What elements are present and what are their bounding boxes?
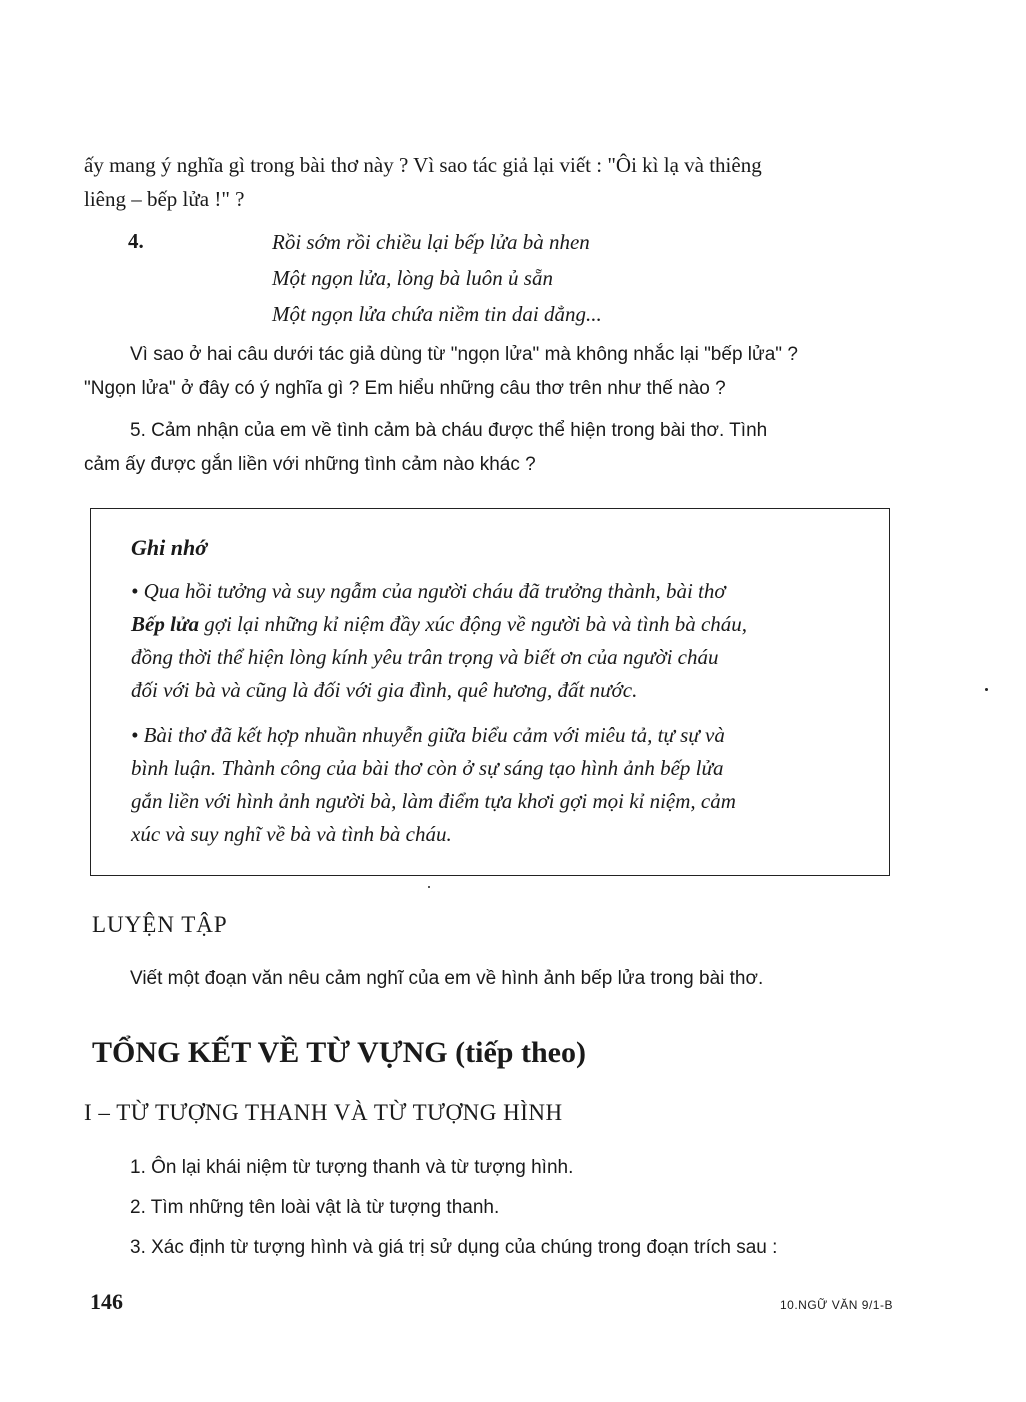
poem-line: Rồi sớm rồi chiều lại bếp lửa bà nhen (272, 230, 590, 254)
question-4-text (84, 338, 894, 406)
poem-excerpt (272, 224, 792, 332)
exercise-list (84, 1148, 894, 1268)
ghi-nho-text: gợi lại những kỉ niệm đầy xúc động về người bà và tình bà cháu, (199, 612, 748, 636)
ghi-nho-line: bình luận. Thành công của bài thơ còn ở sự sáng tạo hình ảnh bếp lửa (131, 756, 724, 780)
ghi-nho-line: đồng thời thể hiện lòng kính yêu trân trọng và biết ơn của người cháu (131, 645, 719, 669)
ghi-nho-title: Ghi nhớ (131, 535, 208, 560)
exercise-item: 2. Tìm những tên loài vật là từ tượng thanh. (130, 1197, 500, 1218)
luyen-tap-heading: LUYỆN TẬP (92, 912, 228, 937)
poem-line: Một ngọn lửa chứa niềm tin dai dẳng... (272, 302, 602, 326)
intro-line-2: liêng – bếp lửa !" ? (84, 187, 245, 211)
ghi-nho-line: • Qua hồi tưởng và suy ngẫm của người cháu đã trưởng thành, bài thơ (131, 579, 726, 603)
question-4-line-2: "Ngọn lửa" ở đây có ý nghĩa gì ? Em hiểu những câu thơ trên như thế nào ? (84, 378, 726, 399)
intro-line-1: ấy mang ý nghĩa gì trong bài thơ này ? Vì sao tác giả lại viết : "Ôi kì lạ và thiêng (84, 153, 762, 177)
question-5-line-1: 5. Cảm nhận của em về tình cảm bà cháu được thể hiện trong bài thơ. Tình (130, 420, 768, 441)
tong-ket-heading: TỔNG KẾT VỀ TỪ VỰNG (tiếp theo) (92, 1036, 586, 1069)
question-4-line-1: Vì sao ở hai câu dưới tác giả dùng từ "ngọn lửa" mà không nhắc lại "bếp lửa" ? (130, 344, 798, 365)
ghi-nho-box (90, 508, 890, 876)
page-number: 146 (90, 1289, 123, 1314)
ghi-nho-line: đối với bà và cũng là đối với gia đình, quê hương, đất nước. (131, 678, 638, 702)
exercise-item: 3. Xác định từ tượng hình và giá trị sử dụng của chúng trong đoạn trích sau : (130, 1237, 778, 1258)
luyen-tap-text (84, 962, 894, 996)
ghi-nho-line: gắn liền với hình ảnh người bà, làm điểm tựa khơi gợi mọi kỉ niệm, cảm (131, 789, 736, 813)
question-5-line-2: cảm ấy được gắn liền với những tình cảm nào khác ? (84, 454, 536, 475)
ghi-nho-line: • Bài thơ đã kết hợp nhuần nhuyễn giữa biểu cảm với miêu tả, tự sự và (131, 723, 725, 747)
question-4-number: 4. (128, 229, 144, 253)
scan-speck (428, 886, 430, 888)
poem-title: Bếp lửa (131, 612, 199, 636)
ghi-nho-paragraph-2 (131, 719, 861, 851)
scan-speck (985, 688, 988, 691)
section-heading: I – TỪ TƯỢNG THANH VÀ TỪ TƯỢNG HÌNH (84, 1100, 563, 1125)
exercise-item: 1. Ôn lại khái niệm từ tượng thanh và từ tượng hình. (130, 1157, 574, 1178)
book-code: 10.NGỮ VĂN 9/1-B (780, 1298, 893, 1312)
intro-paragraph (84, 148, 894, 216)
ghi-nho-line: xúc và suy nghĩ về bà và tình bà cháu. (131, 822, 452, 846)
luyen-tap-line: Viết một đoạn văn nêu cảm nghĩ của em về hình ảnh bếp lửa trong bài thơ. (130, 968, 764, 989)
ghi-nho-line (131, 608, 861, 641)
poem-line: Một ngọn lửa, lòng bà luôn ủ sẵn (272, 266, 553, 290)
ghi-nho-paragraph-1 (131, 575, 861, 707)
question-5 (84, 414, 894, 482)
